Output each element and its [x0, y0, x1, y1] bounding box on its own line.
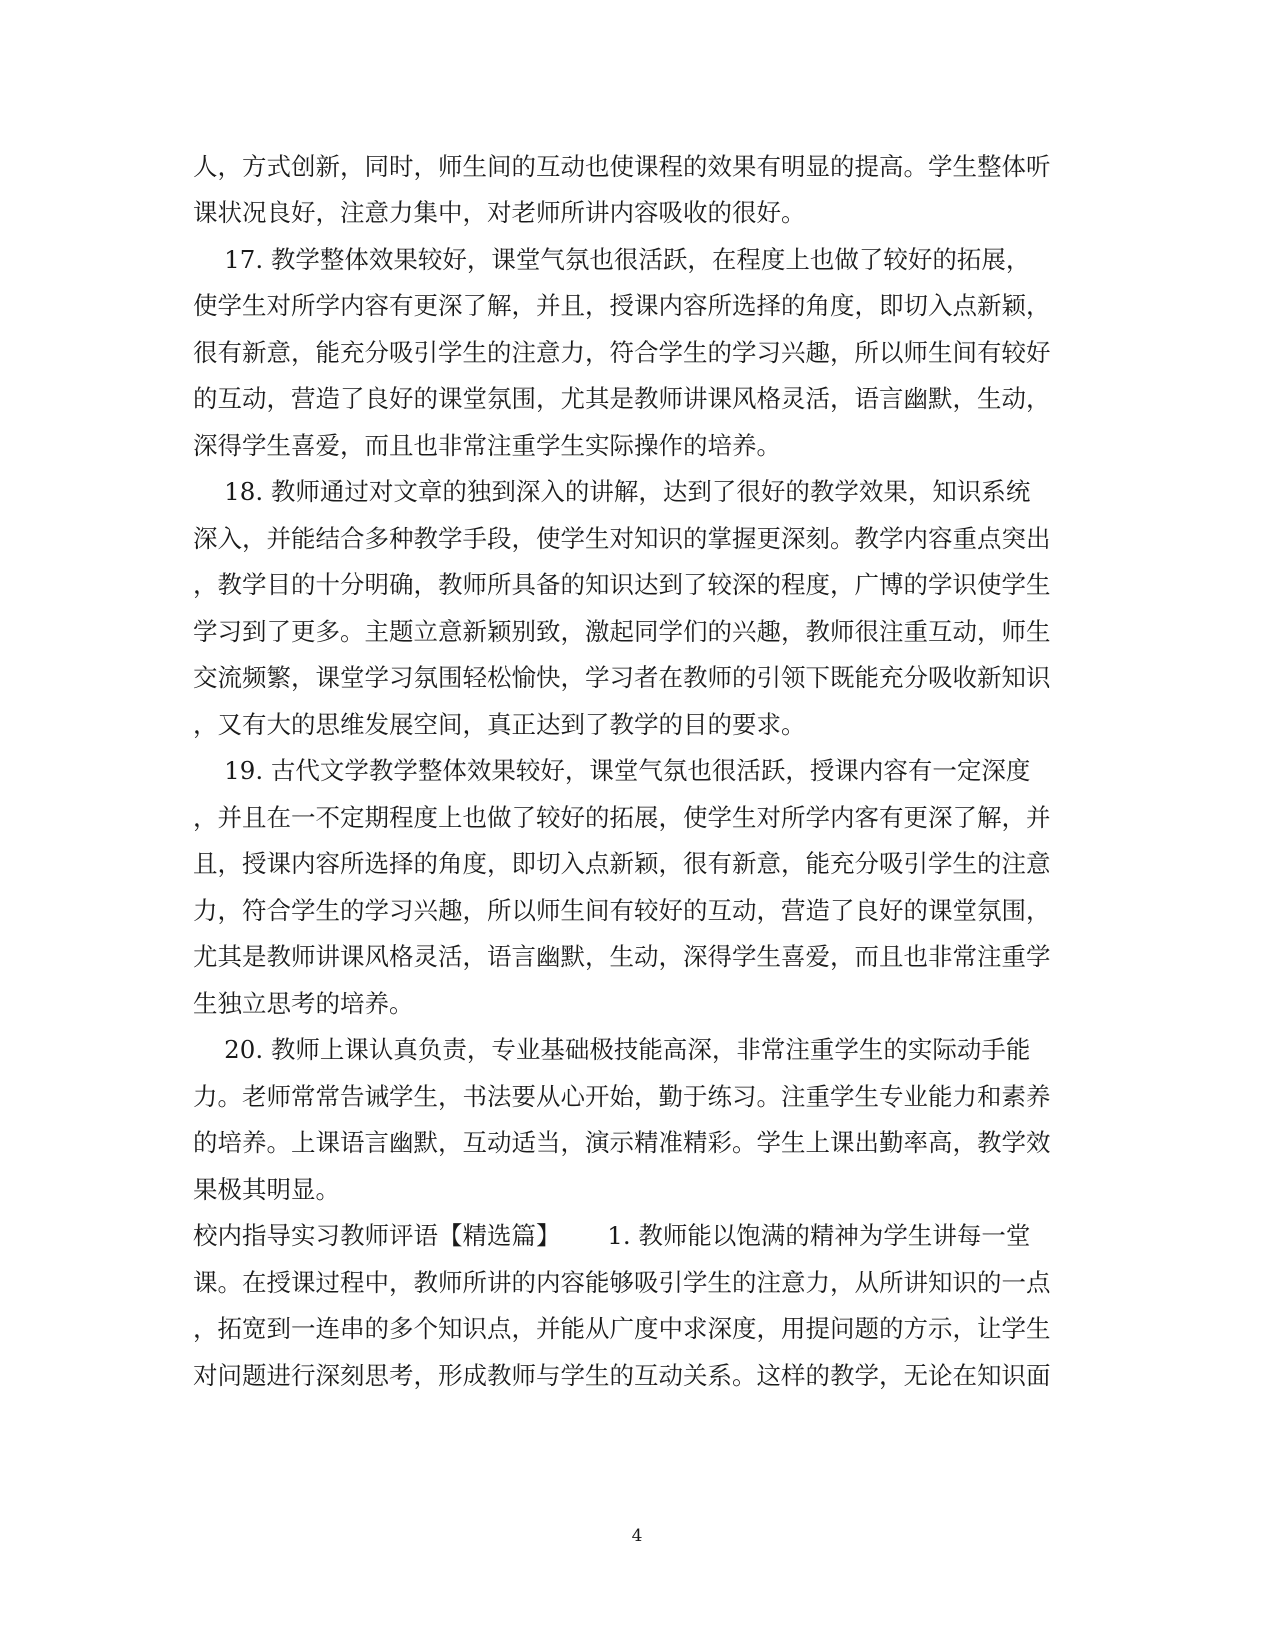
text-line: 深得学生喜爱，而且也非常注重学生实际操作的培养。 — [193, 431, 781, 460]
text-line: 19. 古代文学教学整体效果较好，课堂气氛也很活跃，授课内容有一定深度 — [193, 756, 1031, 785]
text-line: 学习到了更多。主题立意新颖别致，激起同学们的兴趣，教师很注重互动，师生 — [193, 617, 1051, 646]
text-line: 课。在授课过程中，教师所讲的内容能够吸引学生的注意力，从所讲知识的一点 — [193, 1268, 1051, 1297]
text-line: 力，符合学生的学习兴趣，所以师生间有较好的互动，营造了良好的课堂氛围， — [193, 896, 1051, 925]
text-line: 深入，并能结合多种教学手段，使学生对知识的掌握更深刻。教学内容重点突出 — [193, 524, 1051, 553]
text-line: 果极其明显。 — [193, 1175, 340, 1204]
text-line: 生独立思考的培养。 — [193, 989, 414, 1018]
text-line: 对问题进行深刻思考，形成教师与学生的互动关系。这样的教学，无论在知识面 — [193, 1361, 1051, 1390]
text-line: 力。老师常常告诫学生，书法要从心开始，勤于练习。注重学生专业能力和素养 — [193, 1082, 1051, 1111]
text-line: 交流频繁，课堂学习氛围轻松愉快，学习者在教师的引领下既能充分吸收新知识 — [193, 663, 1051, 692]
text-line: 尤其是教师讲课风格灵活，语言幽默，生动，深得学生喜爱，而且也非常注重学 — [193, 942, 1051, 971]
text-line: 且，授课内容所选择的角度，即切入点新颖，很有新意，能充分吸引学生的注意 — [193, 849, 1051, 878]
text-line: 人，方式创新，同时，师生间的互动也使课程的效果有明显的提高。学生整体听 — [193, 152, 1051, 181]
text-line: 20. 教师上课认真负责，专业基础极技能高深，非常注重学生的实际动手能 — [193, 1035, 1031, 1064]
text-line: 使学生对所学内容有更深了解，并且，授课内容所选择的角度，即切入点新颖， — [193, 291, 1051, 320]
text-line: 17. 教学整体效果较好，课堂气氛也很活跃，在程度上也做了较好的拓展， — [193, 245, 1031, 274]
text-line: ，拓宽到一连串的多个知识点，并能从广度中求深度，用提问题的方示，让学生 — [193, 1314, 1051, 1343]
text-line: 的互动，营造了良好的课堂氛围，尤其是教师讲课风格灵活，语言幽默，生动， — [193, 384, 1051, 413]
text-line: 的培养。上课语言幽默，互动适当，演示精准精彩。学生上课出勤率高，教学效 — [193, 1128, 1051, 1157]
text-line: ，并且在一不定期程度上也做了较好的拓展，使学生对所学内客有更深了解，并 — [193, 803, 1051, 832]
text-line: ，又有大的思维发展空间，真正达到了教学的目的要求。 — [193, 710, 806, 739]
text-line: 校内指导实习教师评语【精选篇】 1. 教师能以饱满的精神为学生讲每一堂 — [193, 1221, 1031, 1250]
text-line: 18. 教师通过对文章的独到深入的讲解，达到了很好的教学效果，知识系统 — [193, 477, 1031, 506]
text-line: 很有新意，能充分吸引学生的注意力，符合学生的学习兴趣，所以师生间有较好 — [193, 338, 1051, 367]
text-line: ，教学目的十分明确，教师所具备的知识达到了较深的程度，广博的学识使学生 — [193, 570, 1051, 599]
text-line: 课状况良好，注意力集中，对老师所讲内容吸收的很好。 — [193, 198, 806, 227]
page-number: 4 — [631, 1526, 643, 1546]
